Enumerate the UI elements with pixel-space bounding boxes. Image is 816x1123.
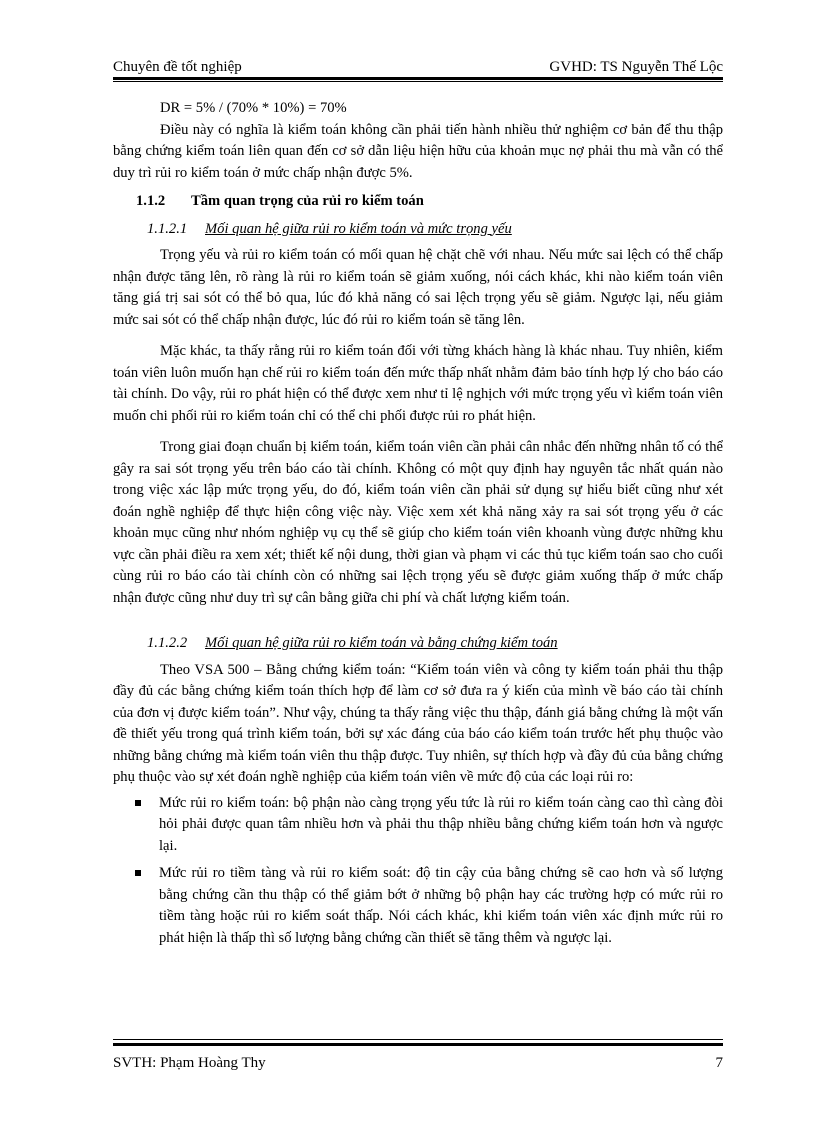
bullet-list	[113, 793, 723, 950]
header-right-text: GVHD: TS Nguyễn Thế Lộc	[549, 59, 723, 75]
footer-rule-thin	[113, 1039, 723, 1040]
subsection-1-title: Mối quan hệ giữa rủi ro kiểm toán và mức trọng yếu	[205, 220, 512, 237]
subsection-2-number: 1.1.2.2	[147, 635, 188, 651]
square-bullet-icon	[135, 870, 141, 876]
formula-line: DR = 5% / (70% * 10%) = 70%	[160, 100, 347, 116]
subsection-heading-2	[113, 633, 723, 655]
footer-rule-thick	[113, 1043, 723, 1046]
footer-author: SVTH: Phạm Hoàng Thy	[113, 1054, 266, 1071]
header-rule-thin	[113, 81, 723, 82]
paragraph-4: Theo VSA 500 – Bằng chứng kiểm toán: “Kiểm toán viên và công ty kiểm toán phải thu thập đầy đủ các bằng chứng kiểm toán thích hợp để làm cơ sở đưa ra ý kiến của mình về báo cáo tài chính của đơn vị được kiểm toán”. Như vậy, chúng ta thấy rằng việc thu thập, đánh giá bằng chứng là một vấn đề thiết yếu trong quá trình kiểm toán, bởi sự xác đáng của báo cáo kiểm toán trước hết phụ thuộc vào những bằng chứng mà kiểm toán viên thu thập được. Tuy nhiên, sự thích hợp và đầy đủ của bằng chứng phụ thuộc vào sự xét đoán nghề nghiệp của kiểm toán viên về mức độ của các loại rủi ro:	[113, 661, 723, 785]
paragraph-3: Trong giai đoạn chuẩn bị kiểm toán, kiểm toán viên cần phải cân nhắc đến những nhân tố có thể gây ra sai sót trọng yếu trên báo cáo tài chính. Không có một quy định hay nguyên tắc nhất quán nào trong việc xác lập mức trọng yếu, do đó, kiểm toán viên cần phải sử dụng sự hiểu biết cũng như xét đoán nghề nghiệp để thực hiện công việc này. Việc xem xét khả năng xảy ra sai sót trọng yếu ở các khoản mục cũng như nhóm nghiệp vụ cụ thể sẽ giúp cho kiểm toán viên khoanh vùng được những khu vực cần phải điều ra xem xét; thiết kế nội dung, thời gian và phạm vi các thủ tục kiểm toán sao cho cuối cùng rủi ro báo cáo tài chính còn có những sai lệch trọng yếu sẽ được giảm xuống thấp ở mức chấp nhận được cũng như duy trì sự cân bằng giữa chi phí và chất lượng kiểm toán.	[113, 439, 723, 606]
bullet-item	[113, 793, 723, 858]
square-bullet-icon	[135, 800, 141, 806]
paragraph-intro: Điều này có nghĩa là kiểm toán không cần phải tiến hành nhiều thử nghiệm cơ bản để thu thập bằng chứng kiểm toán liên quan đến cơ sở dẫn liệu hiện hữu của khoản mục nợ phải thu mà vẫn có thể duy trì rủi ro kiểm toán ở mức chấp nhận được 5%.	[113, 121, 723, 181]
bullet-item	[113, 863, 723, 949]
header-rule-thick	[113, 77, 723, 80]
subsection-heading-1	[113, 219, 723, 241]
bullet-text: Mức rủi ro tiềm tàng và rủi ro kiểm soát: độ tin cậy của bằng chứng sẽ cao hơn và số lượng bằng chứng cần thu thập có thể giảm bớt ở những bộ phận hay các trường hợp có mức rủi ro tiềm tàng hoặc rủi ro kiểm soát thấp. Nói cách khác, khi kiểm toán viên xác định mức rủi ro phát hiện là thấp thì số lượng bằng chứng cần thiết sẽ tăng thêm và ngược lại.	[159, 865, 723, 946]
subsection-1-number: 1.1.2.1	[147, 220, 188, 237]
section-title: Tầm quan trọng của rủi ro kiểm toán	[191, 193, 424, 209]
document-body	[113, 98, 723, 955]
header-left-text: Chuyên đề tốt nghiệp	[113, 59, 242, 75]
subsection-2-title: Mối quan hệ giữa rủi ro kiểm toán và bằng chứng kiểm toán	[205, 635, 558, 651]
page-header	[113, 50, 723, 76]
page-footer	[113, 1052, 723, 1074]
section-number: 1.1.2	[136, 193, 166, 209]
page-number: 7	[715, 1054, 723, 1071]
bullet-text: Mức rủi ro kiểm toán: bộ phận nào càng trọng yếu tức là rủi ro kiểm toán càng cao thì càng đòi hỏi phải được quan tâm nhiều hơn và phải thu thập nhiều bằng chứng kiểm toán hơn và ngược lại.	[159, 794, 723, 854]
paragraph-1: Trọng yếu và rủi ro kiểm toán có mối quan hệ chặt chẽ với nhau. Nếu mức sai lệch có thể chấp nhận được tăng lên, rõ ràng là rủi ro kiểm toán sẽ giảm xuống, nói cách khác, khi nào kiểm toán viên tăng giá trị sai sót có thể bỏ qua, lúc đó khả năng có sai lệch trọng yếu sẽ giảm. Ngược lại, nếu giảm mức sai sót có thể chấp nhận được, lúc đó rủi ro kiểm toán sẽ tăng lên.	[113, 247, 723, 328]
section-heading	[113, 191, 723, 213]
paragraph-2: Mặc khác, ta thấy rằng rủi ro kiểm toán đối với từng khách hàng là khác nhau. Tuy nhiên, kiểm toán viên luôn muốn hạn chế rủi ro kiểm toán đến mức thấp nhất nhằm đảm bảo tính hợp lý cho báo cáo tài chính. Do vậy, rủi ro phát hiện có thể được xem như tỉ lệ nghịch với mức trọng yếu vì kiểm toán viên muốn chi phối rủi ro kiểm toán chỉ có thể chi phối được rủi ro phát hiện.	[113, 343, 723, 424]
